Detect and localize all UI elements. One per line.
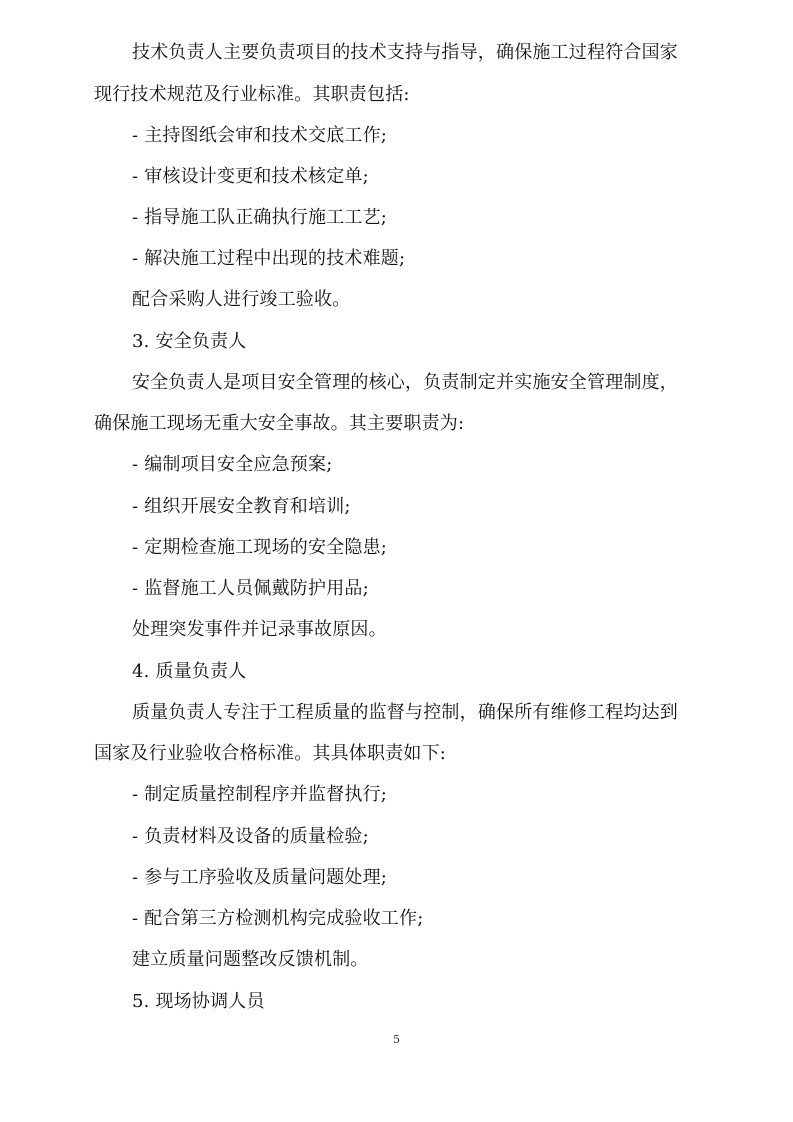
paragraph-line: 处理突发事件并记录事故原因。: [132, 619, 387, 640]
list-item: - 配合第三方检测机构完成验收工作;: [132, 908, 424, 929]
list-item: - 定期检查施工现场的安全隐患;: [132, 537, 388, 558]
section-heading: 4. 质量负责人: [132, 661, 247, 682]
list-item: - 负责材料及设备的质量检验;: [132, 826, 369, 847]
paragraph-line: 配合采购人进行竣工验收。: [132, 289, 351, 310]
paragraph-line: 技术负责人主要负责项目的技术支持与指导，确保施工过程符合国家: [132, 42, 678, 63]
paragraph-line: 国家及行业验收合格标准。其具体职责如下:: [94, 743, 447, 764]
paragraph-line: 安全负责人是项目安全管理的核心，负责制定并实施安全管理制度，: [132, 372, 678, 393]
list-item: - 组织开展安全教育和培训;: [132, 496, 351, 517]
paragraph-line: 建立质量问题整改反馈机制。: [132, 949, 369, 970]
list-item: - 审核设计变更和技术核定单;: [132, 166, 369, 187]
list-item: - 制定质量控制程序并监督执行;: [132, 784, 388, 805]
list-item: - 主持图纸会审和技术交底工作;: [132, 125, 388, 146]
section-heading: 3. 安全负责人: [132, 331, 247, 352]
list-item: - 编制项目安全应急预案;: [132, 454, 333, 475]
section-heading: 5. 现场协调人员: [132, 991, 265, 1012]
list-item: - 监督施工人员佩戴防护用品;: [132, 578, 369, 599]
paragraph-line: 质量负责人专注于工程质量的监督与控制，确保所有维修工程均达到: [132, 702, 678, 723]
page-number: 5: [393, 1033, 400, 1046]
list-item: - 指导施工队正确执行施工工艺;: [132, 207, 388, 228]
list-item: - 参与工序验收及质量问题处理;: [132, 867, 388, 888]
paragraph-line: 现行技术规范及行业标准。其职责包括:: [94, 84, 410, 105]
paragraph-line: 确保施工现场无重大安全事故。其主要职责为:: [94, 413, 465, 434]
list-item: - 解决施工过程中出现的技术难题;: [132, 248, 406, 269]
